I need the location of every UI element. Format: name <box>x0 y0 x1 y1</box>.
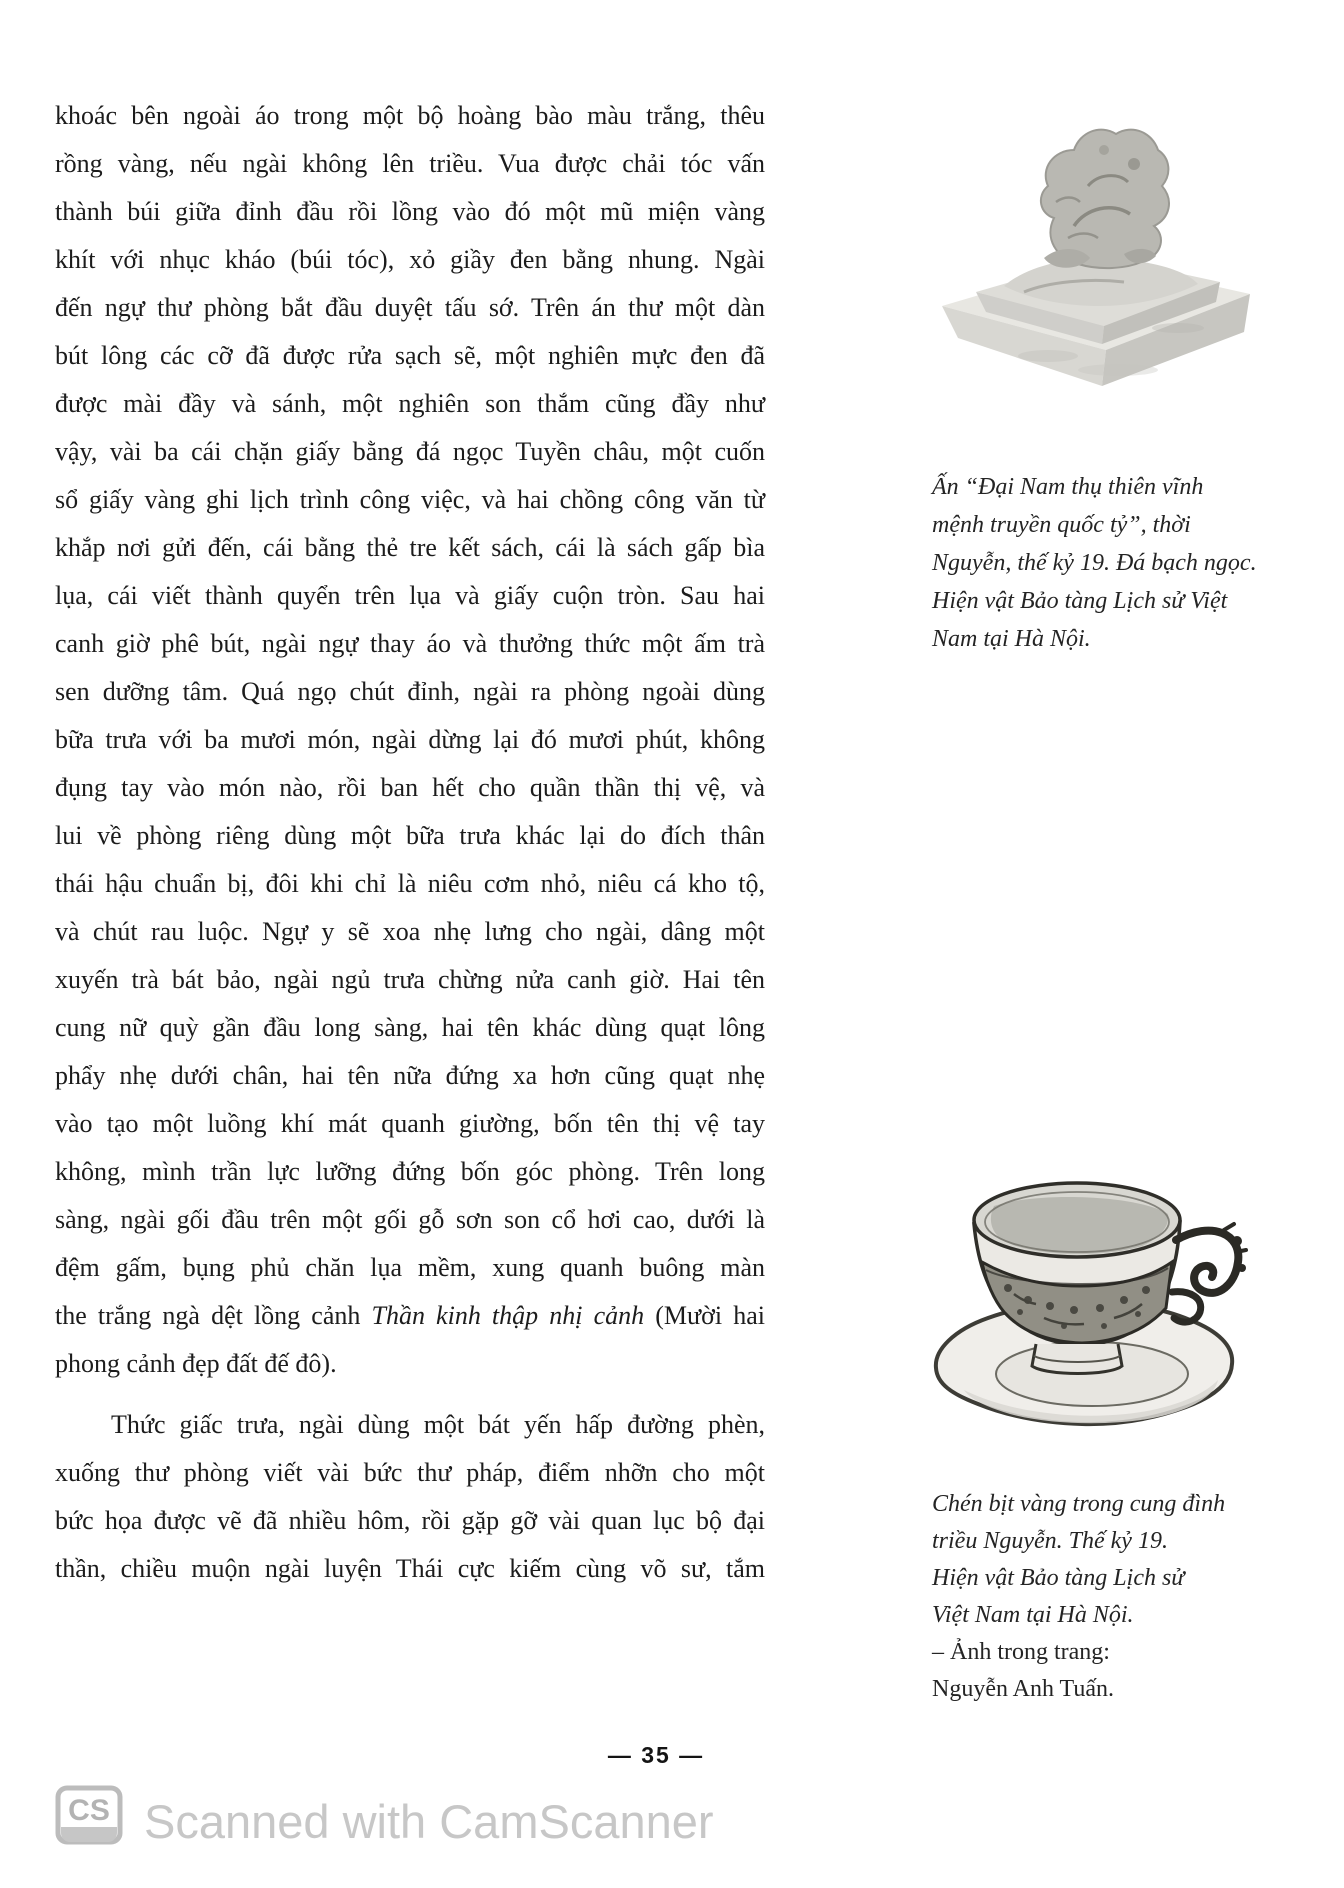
text-line: sen dưỡng tâm. Quá ngọ chút đỉnh, ngài ra phòng ngoài dùng <box>55 677 765 706</box>
text-line: – Ảnh trong trang: <box>932 1639 1110 1665</box>
text-line: triều Nguyễn. Thế kỷ 19. <box>932 1528 1168 1554</box>
text-line: bức họa được vẽ đã nhiều hôm, rồi gặp gỡ vài quan lục bộ đại <box>55 1506 765 1535</box>
text-line: thần, chiều muộn ngài luyện Thái cực kiếm cùng võ sư, tắm <box>55 1554 765 1583</box>
text-line: mệnh truyền quốc tỷ”, thời <box>932 512 1191 538</box>
camscanner-cs-icon <box>54 1785 124 1845</box>
teacup-photo <box>924 1142 1254 1452</box>
text-line: lụa, cái viết thành quyển trên lụa và giấy cuộn tròn. Sau hai <box>55 581 765 610</box>
text-line: sổ giấy vàng ghi lịch trình công việc, và hai chồng công văn từ <box>55 485 765 514</box>
text-line: đệm gấm, bụng phủ chăn lụa mềm, xung quanh buông màn <box>55 1253 765 1282</box>
text-line: không, mình trần lực lưỡng đứng bốn góc phòng. Trên long <box>55 1157 765 1186</box>
text-line: bữa trưa với ba mươi món, ngài dừng lại đó mươi phút, không <box>55 725 765 754</box>
paragraph-2 <box>55 1401 765 1593</box>
camscanner-watermark-text: Scanned with CamScanner <box>144 1795 714 1848</box>
text-line: Nguyễn Anh Tuấn. <box>932 1676 1115 1702</box>
text-line: thành búi giữa đỉnh đầu rồi lồng vào đó một mũ miện vàng <box>55 197 765 226</box>
text-line: khít với nhục kháo (búi tóc), xỏ giầy đen bằng nhung. Ngài <box>55 245 765 274</box>
text-line: rồng vàng, nếu ngài không lên triều. Vua được chải tóc vấn <box>55 149 765 178</box>
handle <box>1172 1224 1246 1322</box>
text-line: lui về phòng riêng dùng một bữa trưa khác lại do đích thân <box>55 821 765 850</box>
text-line: Chén bịt vàng trong cung đình <box>932 1491 1226 1517</box>
text-line: Hiện vật Bảo tàng Lịch sử <box>932 1565 1185 1591</box>
seal-caption <box>932 468 1284 658</box>
text-line: Thức giấc trưa, ngài dùng một bát yến hấp đường phèn, <box>111 1410 765 1439</box>
text-line: bút lông các cỡ đã được rửa sạch sẽ, một nghiên mực đen đã <box>55 341 765 370</box>
text-line: vậy, vài ba cái chặn giấy bằng đá ngọc Tuyền châu, một cuốn <box>55 437 765 466</box>
text-line: phẩy nhẹ dưới chân, hai tên nữa đứng xa hơn cũng quạt nhẹ <box>55 1061 765 1090</box>
text-line: the trắng ngà dệt lồng cảnh Thần kinh thập nhị cảnh (Mười hai <box>55 1301 765 1330</box>
paragraph-1 <box>55 92 765 1388</box>
text-line: vào tạo một luồng khí mát quanh giường, bốn tên thị vệ tay <box>55 1109 765 1138</box>
text-line: được mài đầy và sánh, một nghiên son thắm cũng đầy như <box>55 389 765 418</box>
text-line: xuống thư phòng viết vài bức thư pháp, điểm nhỡn cho một <box>55 1458 765 1487</box>
text-line: Nguyễn, thế kỷ 19. Đá bạch ngọc. <box>932 550 1257 576</box>
text-line: sàng, ngài gối đầu trên một gối gỗ sơn son cổ hơi cao, dưới là <box>55 1205 765 1234</box>
text-line: khắp nơi gửi đến, cái bằng thẻ tre kết sách, cái là sách gấp bìa <box>55 533 765 562</box>
text-line: và chút rau luộc. Ngự y sẽ xoa nhẹ lưng cho ngài, dâng một <box>55 917 765 946</box>
camscanner-logo <box>54 1785 124 1845</box>
text-line: khoác bên ngoài áo trong một bộ hoàng bào màu trắng, thêu <box>55 101 765 130</box>
text-line: Nam tại Hà Nội. <box>932 626 1091 652</box>
seal-photo <box>928 106 1262 398</box>
teacup-illustration <box>924 1142 1254 1452</box>
text-line: Hiện vật Bảo tàng Lịch sử Việt <box>932 588 1228 614</box>
camscanner-cs-text: CS <box>68 1794 110 1827</box>
text-line: xuyến trà bát bảo, ngài ngủ trưa chừng nửa canh giờ. Hai tên <box>55 965 765 994</box>
text-line: canh giờ phê bút, ngài ngự thay áo và thưởng thức một ấm trà <box>55 629 765 658</box>
page-number: — 35 — <box>607 1742 705 1768</box>
seal-dragon <box>1041 130 1169 268</box>
text-line: phong cảnh đẹp đất đế đô). <box>55 1349 337 1378</box>
seal-illustration <box>928 106 1262 398</box>
teacup-caption <box>932 1486 1284 1708</box>
text-line: Ấn “Đại Nam thụ thiên vĩnh <box>932 474 1204 500</box>
text-line: đến ngự thư phòng bắt đầu duyệt tấu sớ. Trên án thư một dàn <box>55 293 765 322</box>
body-text-column <box>55 92 765 1593</box>
text-line: Việt Nam tại Hà Nội. <box>932 1602 1134 1628</box>
text-line: đụng tay vào món nào, rồi ban hết cho quần thần thị vệ, và <box>55 773 765 802</box>
text-line: cung nữ quỳ gần đầu long sàng, hai tên khác dùng quạt lông <box>55 1013 765 1042</box>
text-line: thái hậu chuẩn bị, đôi khi chỉ là niêu cơm nhỏ, niêu cá kho tộ, <box>55 869 765 898</box>
